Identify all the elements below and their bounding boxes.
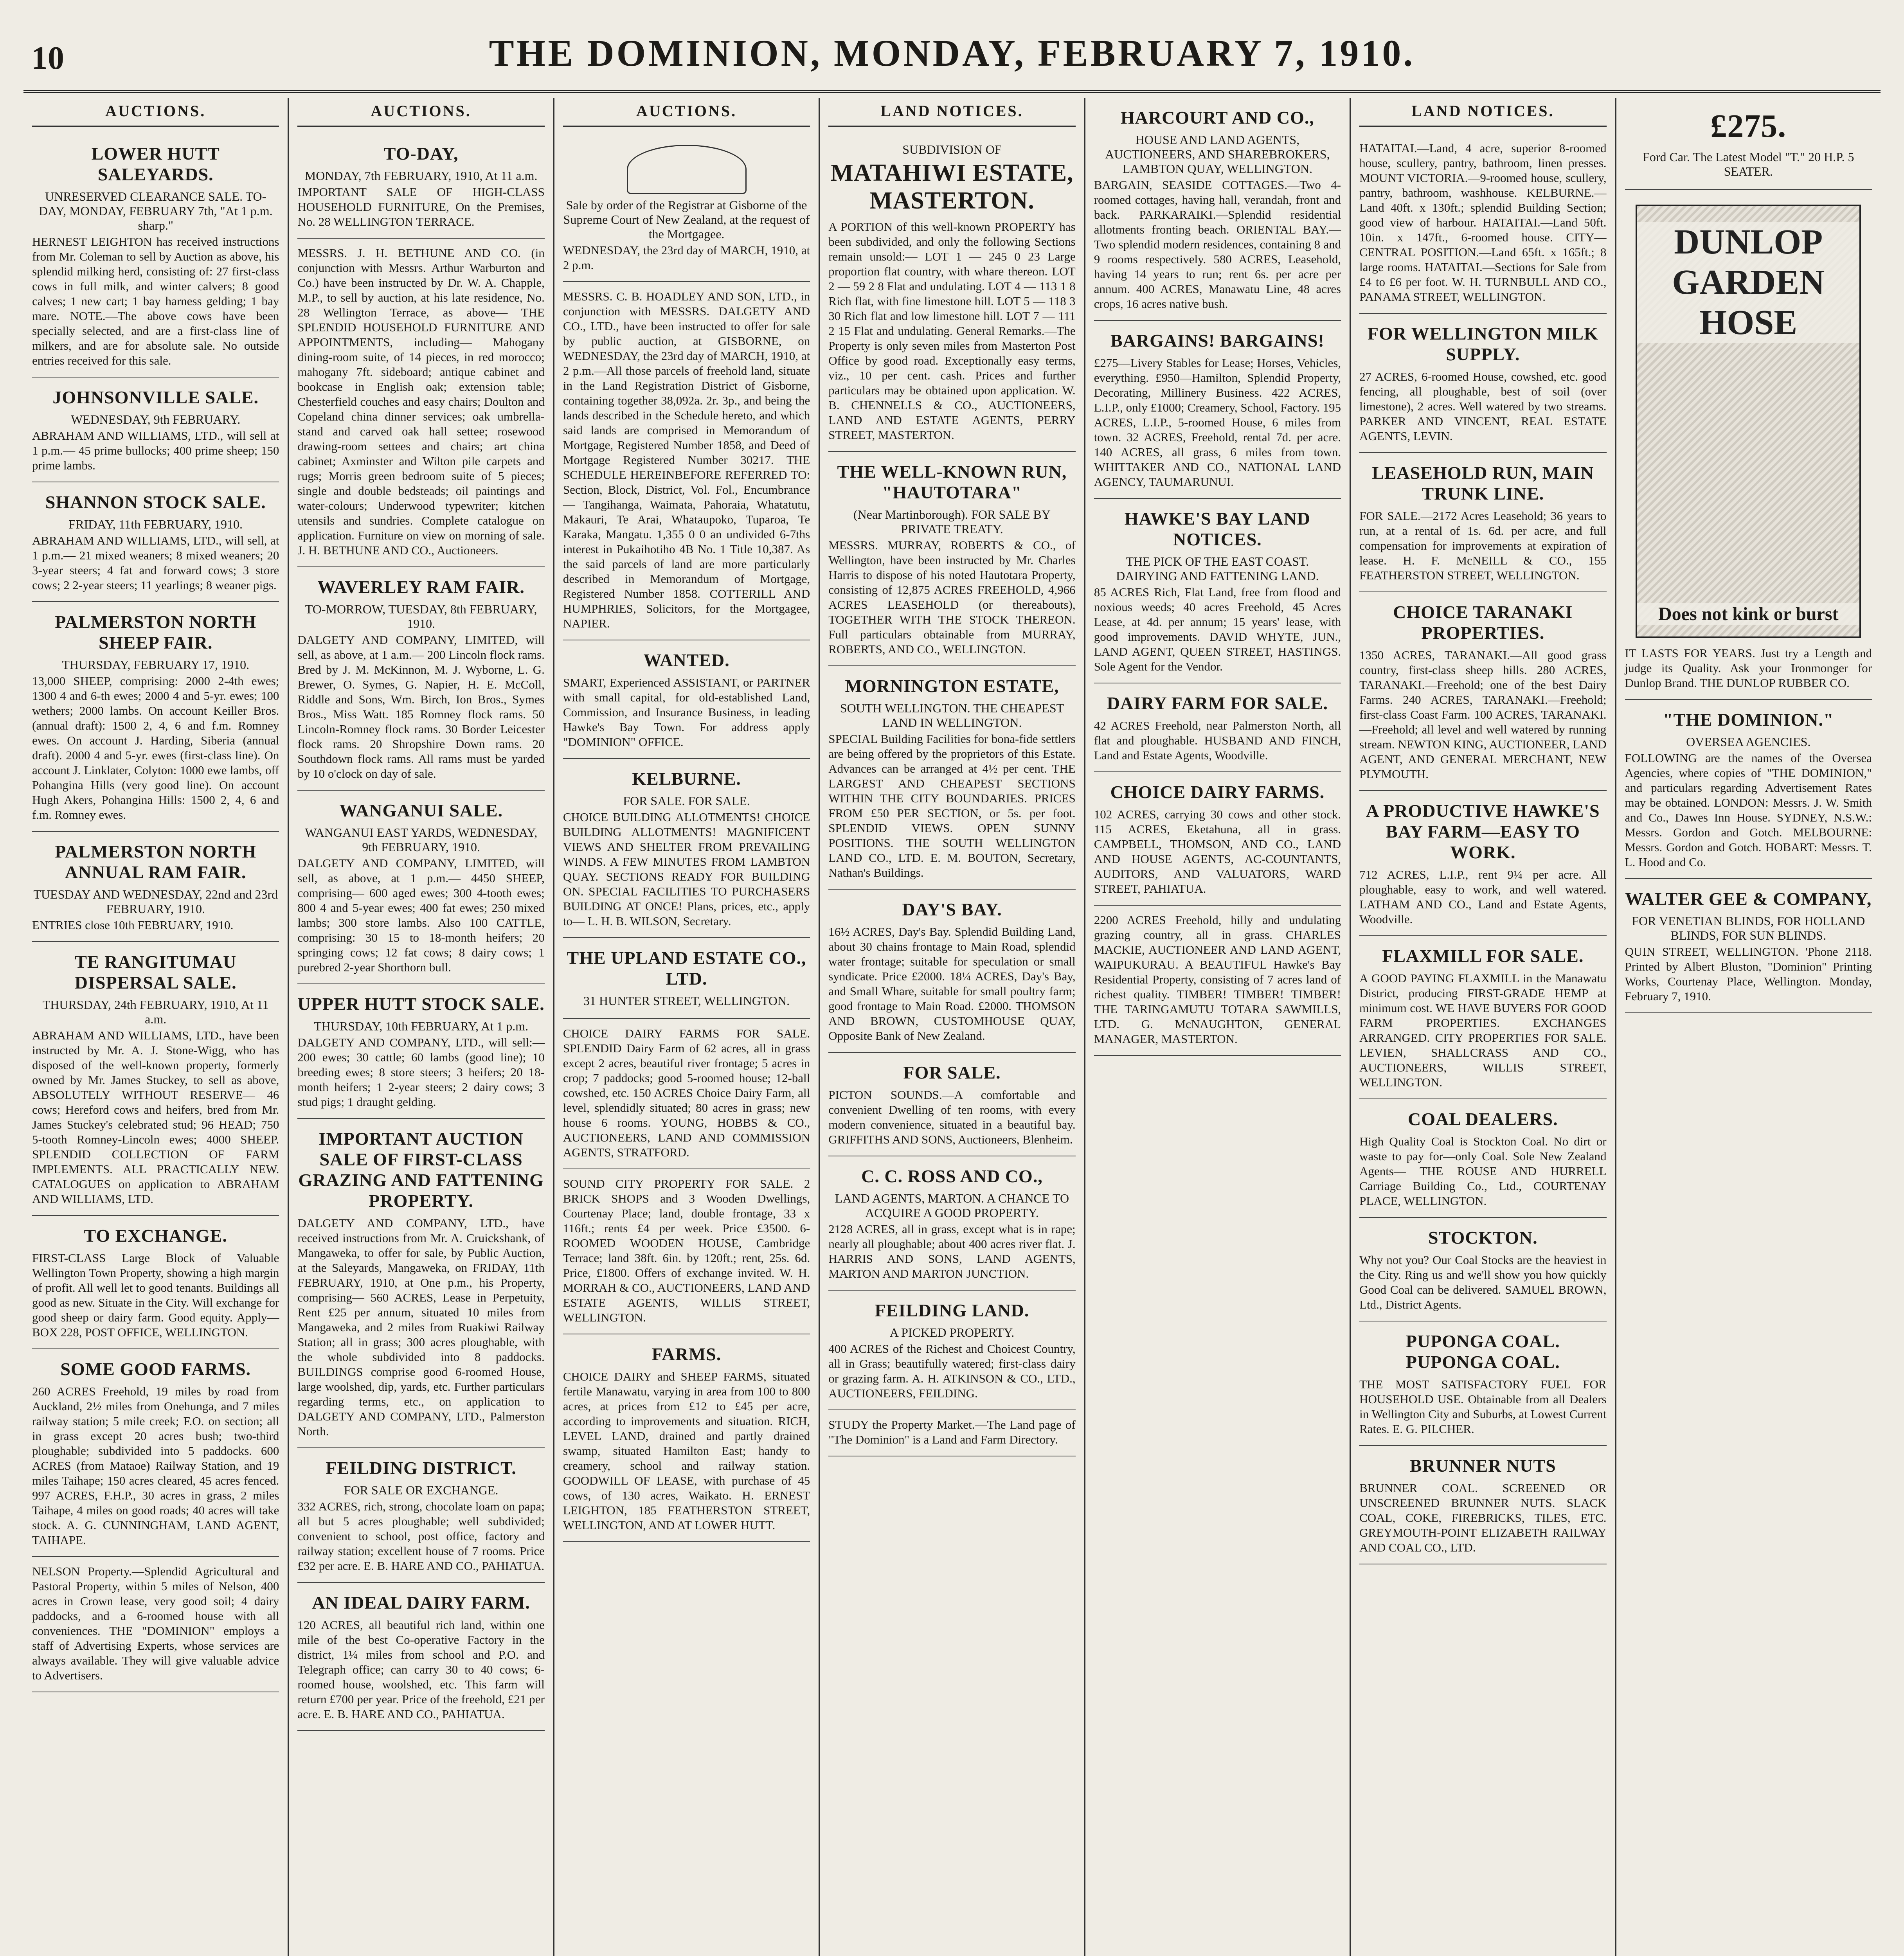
ad-title: HAWKE'S BAY LAND NOTICES.: [1124, 509, 1311, 549]
ad-title: FEILDING LAND.: [875, 1300, 1029, 1320]
ad-title: FARMS.: [651, 1344, 722, 1364]
ad-subheading: (Near Martinborough). FOR SALE BY PRIVATE TREATY.: [853, 507, 1051, 536]
ad-body-text: BARGAIN, SEASIDE COTTAGES.—Two 4-roomed cottages, having hall, verandah, front and back. PARKARAIKI.—Splendid residential allotments fronting beach. ORIENTAL BAY.—Two splendid modern residences, containing 8 and 9 rooms respectively. 580 ACRES, Leasehold, having 14 years to run; rent 6s. per acre per annum. 400 ACRES, Manawatu Line, 48 acres crops, 16 acres native bush.: [1094, 178, 1341, 311]
ad-body-text: 260 ACRES Freehold, 19 miles by road from Auckland, 2½ miles from Onehunga, and 7 miles railway station; 5 mile creek; F.O. on section; all in grass except 20 acres bush; two-third ploughable; subdivided into 5 paddocks. 600 ACRES (from Mataoe) Railway Station, and 19 miles Taihape; 150 acres cleared, 45 acres fenced. 997 ACRES, F.H.P., 30 acres in grass, 2 miles Taihape, 4 miles on good roads; 40 acres will take stock. A. G. CUNNINGHAM, LAND AGENT, TAIHAPE.: [32, 1384, 279, 1547]
advertisement: [828, 134, 1075, 452]
ad-body-text: A GOOD PAYING FLAXMILL in the Manawatu District, producing FIRST-GRADE HEMP at minimum cost. WE HAVE BUYERS FOR GOOD FARM PROPERTIES. EXCHANGES ARRANGED. CITY PROPERTIES FOR SALE. LEVIEN, SHALLCRASS AND CO., AUCTIONEERS, WILLIS STREET, WELLINGTON.: [1359, 971, 1607, 1089]
ad-body-text: MESSRS. C. B. HOADLEY AND SON, LTD., in conjunction with MESSRS. DALGETY AND CO., LTD., have been instructed to offer for sale by public auction, at GISBORNE, on WEDNESDAY, the 23rd day of MARCH, 1910, at 2 p.m.—All those parcels of freehold land, situate in the Land Registration District of Gisborne, containing together 38,092a. 2r. 3p., and being the lands described in the Schedule hereto, and which said lands are comprised in Memorandum of Mortgage, Registered Number 1858, and Deed of Mortgage Registered Number 30217. THE SCHEDULE HEREINBEFORE REFERRED TO: Section, Block, District, Vol. Fol., Encumbrance — Tangihanga, Waimata, Pahoraia, Whatatutu, Makauri, Te Arai, Whataupoko, Tuparoa, Te Karaka, Mangatu. 1,355 0 0 an undivided 6-7ths interest in Pukaihotiho 4B No. 1 Title 10,387. As the said parcels of land are more particularly described in Memorandum of Mortgage, Registered Number 1858. COTTERILL AND HUMPHRIES, Solicitors, for the Mortgagee, NAPIER.: [563, 289, 810, 630]
advertisement: [1359, 1321, 1606, 1446]
advertisement: [828, 1053, 1075, 1156]
ad-body-text: ABRAHAM AND WILLIAMS, LTD., will sell, at 1 p.m.— 21 mixed weaners; 8 mixed weaners; 20 3-year steers; 4 fat and forward cows; 3 store cows; 2 2-year steers; 11 yearlings; 8 weaner pigs.: [32, 534, 279, 592]
ad-body-text: DALGETY AND COMPANY, LIMITED, will sell, as above, at 1 a.m.— 200 Lincoln flock rams. Bred by J. M. McKinnon, M. J. Wyborne, L. G. Brewer, O. Symes, G. Napier, H. E. McColl, Riddle and Sons, Wm. Birch, Ion Bros., Symes Bros., Miss Watt. 185 Romney flock rams. 50 Lincoln-Romney flock rams. 30 Border Leicester flock rams. 20 Shropshire Down rams. 20 Southdown flock rams. All rams must be yarded by 10 o'clock on day of sale.: [297, 633, 545, 780]
ad-body-text: 400 ACRES of the Richest and Choicest Country, all in Grass; beautifully watered; first-class dairy or grazing farm. A. H. ATKINSON & CO., LTD., AUCTIONEERS, FEILDING.: [828, 1342, 1076, 1400]
ad-title: JOHNSONVILLE SALE.: [52, 387, 259, 407]
ad-subheading: WEDNESDAY, 9th FEBRUARY.: [71, 412, 241, 426]
ad-body-text: A PORTION of this well-known PROPERTY has been subdivided, and only the following Sections remain unsold:— LOT 1 — 245 0 23 Large proportion flat country, with whare thereon. LOT 2 — 59 2 8 Flat and undulating. LOT 4 — 113 1 8 Rich flat, with fine limestone hill. LOT 5 — 118 3 30 Rich flat and low limestone hill. LOT 7 — 111 2 15 Flat and undulating. General Remarks.—The Property is only seven miles from Masterton Post Office by good road. Exceptionally easy terms, viz., 10 per cent. cash. Prices and further particulars may be obtained upon application. W. B. CHENNELLS & CO., AUCTIONEERS, LAND AND ESTATE AGENTS, PERRY STREET, MASTERTON.: [828, 220, 1076, 442]
advertisement: [1094, 683, 1341, 772]
advertisement: [1625, 879, 1872, 1013]
ad-subheading: OVERSEA AGENCIES.: [1686, 735, 1811, 749]
advertisement: [297, 791, 544, 984]
ad-subheading: WANGANUI EAST YARDS, WEDNESDAY, 9th FEBRUARY, 1910.: [305, 825, 538, 854]
ad-title: THE UPLAND ESTATE CO., LTD.: [567, 948, 806, 989]
ad-body-text: £275—Livery Stables for Lease; Horses, Vehicles, everything. £950—Hamilton, Splendid Property, Decorating, Millinery Business. 422 ACRES, L.I.P., only £1000; Creamery, School, Factory. 195 ACRES, L.I.P., 5-roomed House, 6 miles from town. 32 ACRES, Freehold, rental 7d. per acre. 140 ACRES, all grass, 6 miles from town. WHITTAKER AND CO., NATIONAL LAND AGENCY, TAUMARUNUI.: [1094, 356, 1341, 489]
ad-title: FOR SALE.: [903, 1062, 1001, 1082]
column: [1351, 98, 1616, 1956]
advertisement: [32, 1349, 279, 1557]
ad-body-text: 712 ACRES, L.I.P., rent 9¼ per acre. All ploughable, easy to work, and well watered. LATHAM AND CO., Land and Estate Agents, Woodville.: [1359, 868, 1607, 926]
ad-body-text: ABRAHAM AND WILLIAMS, LTD., will sell at 1 p.m.— 45 prime bullocks; 400 prime sheep; 150 prime lambs.: [32, 429, 279, 472]
advertisement: [297, 1583, 544, 1731]
ad-body-text: 2128 ACRES, all in grass, except what is in rape; nearly all ploughable; about 400 acres river flat. J. HARRIS AND SONS, LAND AGENTS, MARTON AND MARTON JUNCTION.: [828, 1222, 1076, 1280]
ad-body-text: HATAITAI.—Land, 4 acre, superior 8-roomed house, scullery, pantry, bathroom, linen presses. MOUNT VICTORIA.—9-roomed house, scullery, pantry, bathroom, washhouse. KELBURNE.—Land 40ft. x 130ft.; splendid Building Section; good view of harbour. HATAITAI.—Land 50ft. 10in. x 147ft., 6-roomed house. CITY—CENTRAL POSITION.—Land 65ft. x 165ft.; 8 large rooms. HATAITAI.—Sections for Sale from £4 to £6 per foot. W. H. TURNBULL AND CO., PANAMA STREET, WELLINGTON.: [1359, 141, 1607, 304]
ad-body-text: QUIN STREET, WELLINGTON. 'Phone 2118. Printed by Albert Bluston, "Dominion" Printing Works, Courtenay Place, Wellington. Monday, February 7, 1910.: [1625, 945, 1872, 1003]
ad-title: LOWER HUTT SALEYARDS.: [91, 144, 220, 184]
ad-body-text: IT LASTS FOR YEARS. Just try a Length and judge its Quality. Ask your Ironmonger for Dunlop Brand. THE DUNLOP RUBBER CO.: [1625, 646, 1872, 690]
ad-title: LEASEHOLD RUN, MAIN TRUNK LINE.: [1372, 463, 1594, 503]
advertisement: [1359, 1099, 1606, 1218]
ad-body-text: STUDY the Property Market.—The Land page of "The Dominion" is a Land and Farm Directory.: [828, 1418, 1076, 1446]
advertisement: [1359, 1446, 1606, 1564]
ad-body-text: SMART, Experienced ASSISTANT, or PARTNER with small capital, for old-established Land, Commission, and Insurance Business, in leading Hawke's Bay Town. For address apply "DOMINION" OFFICE.: [563, 676, 810, 749]
ad-body-text: High Quality Coal is Stockton Coal. No dirt or waste to pay for—only Coal. Sole New Zealand Agents— THE ROUSE AND HURRELL Carriage Building Co., Ltd., COURTENAY PLACE, WELLINGTON.: [1359, 1134, 1607, 1208]
advertisement: [563, 938, 810, 1019]
ad-subheading: FOR VENETIAN BLINDS, FOR HOLLAND BLINDS, FOR SUN BLINDS.: [1632, 914, 1865, 942]
advertisement: [1359, 134, 1606, 314]
ad-subheading: TO-MORROW, TUESDAY, 8th FEBRUARY, 1910.: [305, 602, 537, 631]
ad-title: PALMERSTON NORTH SHEEP FAIR.: [55, 612, 257, 653]
ad-title: WALTER GEE & COMPANY,: [1625, 889, 1872, 909]
ad-subheading: MONDAY, 7th FEBRUARY, 1910, At 11 a.m.: [304, 169, 538, 183]
ad-title: TO-DAY,: [383, 144, 459, 164]
advertisement: [828, 452, 1075, 666]
advertisement: [32, 942, 279, 1216]
ad-title: £275.: [1710, 108, 1787, 144]
coat-of-arms-icon: [627, 145, 747, 194]
advertisement: [1625, 700, 1872, 879]
ad-title: WANTED.: [643, 650, 730, 670]
ad-body-text: 120 ACRES, all beautiful rich land, within one mile of the best Co-operative Factory in the district, 1¼ miles from school and P.O. and Telegraph office; can carry 30 to 40 cows; 6-roomed house, woolshed, etc. This farm will return £700 per year. Price of the freehold, £21 per acre. E. B. HARE AND CO., PAHIATUA.: [297, 1618, 545, 1721]
ad-subheading: THURSDAY, FEBRUARY 17, 1910.: [62, 658, 250, 672]
ad-body-text: NELSON Property.—Splendid Agricultural and Pastoral Property, within 5 miles of Nelson, 400 acres in Crown lease, very good soil; 4 dairy paddocks, and a 6-roomed house with all conveniences. THE "DOMINION" employs a staff of Advertising Experts, whose services are always available. They will give valuable advice to Advertisers.: [32, 1564, 279, 1682]
advertisement: [1625, 98, 1872, 190]
ad-title: THE WELL-KNOWN RUN, "HAUTOTARA": [837, 462, 1067, 502]
page-number: 10: [31, 40, 64, 76]
ad-subheading: UNRESERVED CLEARANCE SALE. TO-DAY, MONDAY, FEBRUARY 7th, "At 1 p.m. sharp.": [38, 189, 273, 232]
ad-subheading: HOUSE AND LAND AGENTS, AUCTIONEERS, AND SHAREBROKERS, LAMBTON QUAY, WELLINGTON.: [1105, 133, 1330, 176]
ad-body-text: ENTRIES close 10th FEBRUARY, 1910.: [32, 918, 234, 932]
advertisement: [32, 378, 279, 482]
ad-title: CHOICE TARANAKI PROPERTIES.: [1393, 602, 1573, 643]
ad-body-text: 102 ACRES, carrying 30 cows and other stock. 115 ACRES, Eketahuna, all in grass. CAMPBELL, THOMSON, AND CO., LAND AND HOUSE AGENTS, AC-COUNTANTS, AUDITORS, AND VALUATORS, WARD STREET, PAHIATUA.: [1094, 807, 1341, 895]
advertisement: [1359, 453, 1606, 592]
advertisement: [563, 1334, 810, 1542]
ad-title: AN IDEAL DAIRY FARM.: [312, 1593, 530, 1613]
ad-body-text: IMPORTANT SALE OF HIGH-CLASS HOUSEHOLD FURNITURE, On the Premises, No. 28 WELLINGTON TERRACE.: [297, 185, 545, 228]
advertisement: [828, 1156, 1075, 1291]
ad-body-text: SPECIAL Building Facilities for bona-fide settlers are being offered by the proprietors of this Estate. Advances can be arranged at 4½ per cent. THE LARGEST AND CHEAPEST SECTIONS WITHIN THE CITY BOUNDARIES. PRICES FROM £50 PER SECTION, or 5s. per foot. SPLENDID VIEWS. OPEN SUNNY POSITIONS. THE SOUTH WELLINGTON LAND CO., LTD. E. M. BOUTON, Secretary, Nathan's Buildings.: [828, 732, 1076, 879]
ad-title: COAL DEALERS.: [1407, 1109, 1558, 1129]
advertisement: [1359, 592, 1606, 791]
ad-body-text: THE MOST SATISFACTORY FUEL FOR HOUSEHOLD USE. Obtainable from all Dealers in Wellington City and Suburbs, at Lowest Current Rates. E. G. PILCHER.: [1359, 1377, 1607, 1436]
ad-body-text: ABRAHAM AND WILLIAMS, LTD., have been instructed by Mr. A. J. Stone-Wigg, who has disposed of the well-known property, formerly owned by Mr. James Stuckey, to sell as above, ABSOLUTELY WITHOUT RESERVE— 46 cows; Hereford cows and heifers, bred from Mr. James Stuckey's celebrated stud; 96 HEAD; 750 5-tooth Romney-Lincoln ewes; 4000 SHEEP. SPLENDID COLLECTION OF FARM IMPLEMENTS. ALL PRACTICALLY NEW. CATALOGUES on application to ABRAHAM AND WILLIAMS, LTD.: [32, 1028, 279, 1206]
column: [23, 98, 289, 1956]
column: [820, 98, 1085, 1956]
advertisement: [32, 482, 279, 602]
ad-subheading: THE PICK OF THE EAST COAST. DAIRYING AND FATTENING LAND.: [1116, 554, 1319, 583]
columns-container: [23, 98, 1881, 1956]
advertisement: [828, 1410, 1075, 1456]
ad-title: STOCKTON.: [1428, 1228, 1538, 1248]
ad-subheading: THURSDAY, 10th FEBRUARY, At 1 p.m.: [314, 1019, 529, 1033]
ad-title: FLAXMILL FOR SALE.: [1382, 946, 1584, 966]
advertisement: [32, 602, 279, 832]
ad-subheading: A PICKED PROPERTY.: [889, 1325, 1015, 1339]
ad-title: DAIRY FARM FOR SALE.: [1107, 693, 1328, 713]
ad-title: IMPORTANT AUCTION SALE OF FIRST-CLASS GRAZING AND FATTENING PROPERTY.: [298, 1129, 544, 1211]
illustration-caption: Does not kink or burst: [1637, 603, 1859, 625]
ad-title: CHOICE DAIRY FARMS.: [1110, 782, 1325, 802]
ad-title: BARGAINS! BARGAINS!: [1110, 331, 1325, 351]
advertisement: [1625, 190, 1872, 700]
advertisement: [828, 666, 1075, 890]
advertisement: [32, 832, 279, 942]
ad-title: KELBURNE.: [632, 769, 741, 789]
advertisement: [563, 282, 810, 640]
ad-title: TO EXCHANGE.: [84, 1226, 227, 1246]
ad-body-text: 13,000 SHEEP, comprising: 2000 2-4th ewes; 1300 4 and 6-th ewes; 2000 4 and 5-yr. ewes; 100 wethers; 2000 lambs. On account Keiller Bros. (annual draft): 1500 2, 4, 6 and f.m. Romney ewes. On account J. Harding, Siberia (annual draft). 2000 4 and 5-yr. ewes (first-class line). On account J. Linklater, Colyton: 1000 ewe lambs, off Pohangina Hills (very good line). On account Hugh Akers, Pohangina Hills: 1500 2, 4, 6 and f.m. Romney ewes.: [32, 674, 279, 822]
advertisement: [1094, 98, 1341, 321]
column: [1616, 98, 1881, 1956]
advertisement: [297, 1448, 544, 1583]
advertisement: [563, 759, 810, 938]
ad-body-text: 16½ ACRES, Day's Bay. Splendid Building Land, about 30 chains frontage to Main Road, splendid water frontage; suitable for speculation or small syndicate. Price £2000. 18¼ ACRES, Day's Bay, and Small Whare, suitable for small poultry farm; good frontage to Main Road. £2000. THOMSON AND BROWN, CUSTOMHOUSE QUAY, Opposite Bank of New Zealand.: [828, 925, 1076, 1043]
ad-title: BRUNNER NUTS: [1409, 1456, 1556, 1476]
advertisement: [297, 239, 544, 567]
advertisement: [32, 1557, 279, 1692]
advertisement: [1359, 791, 1606, 936]
ad-body-text: CHOICE BUILDING ALLOTMENTS! CHOICE BUILDING ALLOTMENTS! MAGNIFICENT VIEWS AND SHELTER FROM PREVAILING WINDS. A FEW MINUTES FROM LAMBTON QUAY. SECTIONS READY FOR BUILDING ON. SPECIAL FACILITIES TO PURCHASERS BUILDING AT ONCE! Plans, prices, etc., apply to— L. H. B. WILSON, Secretary.: [563, 810, 810, 928]
advertisement: [1359, 936, 1606, 1099]
advertisement: [297, 134, 544, 239]
column-heading: AUCTIONS.: [32, 98, 279, 127]
ad-body-text: 42 ACRES Freehold, near Palmerston North, all flat and ploughable. HUSBAND AND FINCH, Land and Estate Agents, Woodville.: [1094, 719, 1341, 762]
ad-body-text: WEDNESDAY, the 23rd day of MARCH, 1910, at 2 p.m.: [563, 243, 810, 272]
ad-title: MATAHIWI ESTATE, MASTERTON.: [830, 160, 1074, 214]
ad-title: SHANNON STOCK SALE.: [45, 492, 266, 512]
advertisement: [297, 567, 544, 791]
column: [554, 98, 820, 1956]
advertisement: [32, 1216, 279, 1349]
ad-subheading: Ford Car. The Latest Model "T." 20 H.P. 5 SEATER.: [1643, 150, 1854, 178]
advertisement: [828, 1291, 1075, 1410]
advertisement: [828, 890, 1075, 1053]
ad-body-text: BRUNNER COAL. SCREENED OR UNSCREENED BRUNNER NUTS. SLACK COAL, COKE, FIREBRICKS, TILES, ETC. GREYMOUTH-POINT ELIZABETH RAILWAY AND COAL CO., LTD.: [1359, 1481, 1607, 1554]
ad-title: FOR WELLINGTON MILK SUPPLY.: [1367, 324, 1598, 364]
ad-subheading: TUESDAY AND WEDNESDAY, 22nd and 23rd FEBRUARY, 1910.: [33, 887, 278, 916]
advertisement: [1094, 321, 1341, 499]
column-heading: LAND NOTICES.: [828, 98, 1075, 127]
ad-body-text: Why not you? Our Coal Stocks are the heaviest in the City. Ring us and we'll show you how quickly Good Coal can be delivered. SAMUEL BROWN, Ltd., District Agents.: [1359, 1253, 1607, 1311]
ad-body-text: FOR SALE.—2172 Acres Leasehold; 36 years to run, at a rental of 1s. 6d. per acre, and full compensation for improvements at expiration of lease. H. F. McNEILL & CO., 155 FEATHERSTON STREET, WELLINGTON.: [1359, 509, 1607, 582]
advertisement: [297, 1119, 544, 1448]
illustration-label: DUNLOP GARDEN HOSE: [1637, 222, 1859, 343]
ad-subheading: FOR SALE. FOR SALE.: [623, 794, 750, 808]
ad-body-text: CHOICE DAIRY FARMS FOR SALE. SPLENDID Dairy Farm of 62 acres, all in grass except 2 acres, beautiful river frontage; 5 acres in crop; 7 paddocks; good 5-roomed house; 12-ball cowshed, etc. 150 ACRES Choice Dairy Farm, all level, splendidly situated; 80 acres in grass; new house 6 rooms. YOUNG, HOBBS & CO., AUCTIONEERS, LAND AND COMMISSION AGENTS, STRATFORD.: [563, 1027, 810, 1159]
advertisement: [1094, 906, 1341, 1056]
advertisement: [32, 134, 279, 378]
column-heading: AUCTIONS.: [297, 98, 544, 127]
ad-title: TE RANGITUMAU DISPERSAL SALE.: [74, 952, 237, 992]
ad-body-text: HERNEST LEIGHTON has received instructions from Mr. Coleman to sell by Auction as above, his splendid milking herd, consisting of: 27 first-class cows in full milk, and winter calvers; 8 good calves; 1 new cart; 1 bay harness gelding; 1 bay mare. NOTE.—The above cows have been specially selected, and are a first-class line of milkers, and are for absolute sale. No outside entries received for this sale.: [32, 235, 279, 367]
ad-subheading: FOR SALE OR EXCHANGE.: [344, 1483, 498, 1497]
ad-body-text: DALGETY AND COMPANY, LTD., will sell:— 200 ewes; 30 cattle; 60 lambs (good line); 10 breeding ewes; 8 store steers; 3 heifers; 20 18-month heifers; 1 2-year steers; 2 dairy cows; 3 stud pigs; 1 draught gelding.: [297, 1036, 545, 1109]
column-heading: LAND NOTICES.: [1359, 98, 1606, 127]
ad-title: PALMERSTON NORTH ANNUAL RAM FAIR.: [55, 841, 257, 882]
ad-body-text: DALGETY AND COMPANY, LTD., have received instructions from Mr. A. Cruickshank, of Mangaweka, to offer for sale, by Public Auction, at the Saleyards, Mangaweka, on FRIDAY, 11th FEBRUARY, 1910, at One p.m., his Property, comprising— 560 ACRES, Lease in Perpetuity, Rent £25 per annum, situated 10 miles from Mangaweka, and 2 miles from Ruakiwi Railway Station; all in grass; 300 acres ploughable, with the whole subdivided into 8 paddocks. BUILDINGS comprise good 6-roomed House, large woolshed, dip, yards, etc. Further particulars regarding terms, etc., on application to DALGETY AND COMPANY, LTD., Palmerston North.: [297, 1216, 545, 1438]
ad-title: PUPONGA COAL. PUPONGA COAL.: [1406, 1331, 1560, 1372]
advertisement: [563, 1169, 810, 1334]
advertisement: [563, 134, 810, 282]
column: [1085, 98, 1351, 1956]
advertisement: [563, 1019, 810, 1169]
column-heading: AUCTIONS.: [563, 98, 810, 127]
advertisement: [563, 640, 810, 759]
ad-subheading: 31 HUNTER STREET, WELLINGTON.: [583, 994, 790, 1008]
ad-body-text: 332 ACRES, rich, strong, chocolate loam on papa; all but 5 acres ploughable; well subdivided; convenient to school, post office, factory and railway station; excellent house of 7 rooms. Price £32 per acre. E. B. HARE AND CO., PAHIATUA.: [297, 1499, 545, 1573]
ad-body-text: FOLLOWING are the names of the Oversea Agencies, where copies of "THE DOMINION," and particulars regarding Advertisement Rates may be obtained. LONDON: Messrs. J. W. Smith and Co., Dawes Inn House. SYDNEY, N.S.W.: Messrs. Gordon and Gotch. MELBOURNE: Messrs. Gordon and Gotch. HOBART: Messrs. T. L. Hood and Co.: [1625, 751, 1872, 869]
ad-title: MORNINGTON ESTATE,: [845, 676, 1059, 696]
ad-title: FEILDING DISTRICT.: [326, 1458, 516, 1478]
ad-body-text: 1350 ACRES, TARANAKI.—All good grass country, first-class sheep hills. 280 ACRES, TARANAKI.—Freehold; one of the best Dairy Farms. 240 ACRES, TARANAKI.—Freehold; first-class Coast Farm. 100 ACRES, TARANAKI.—Freehold; all level and well watered by running stream. NEWTON KING, AUCTIONEER, LAND AGENT, AND GENERAL MERCHANT, NEW PLYMOUTH.: [1359, 648, 1607, 781]
newspaper-title: THE DOMINION, MONDAY, FEBRUARY 7, 1910.: [489, 32, 1415, 74]
ad-subheading: FRIDAY, 11th FEBRUARY, 1910.: [68, 517, 243, 531]
garden-hose-illustration: [1636, 205, 1861, 638]
ad-subheading: LAND AGENTS, MARTON. A CHANCE TO ACQUIRE A GOOD PROPERTY.: [835, 1191, 1069, 1220]
advertisement: [297, 984, 544, 1119]
advertisement: [1359, 314, 1606, 453]
ad-title: WAVERLEY RAM FAIR.: [317, 577, 525, 597]
ad-body-text: 85 ACRES Rich, Flat Land, free from flood and noxious weeds; 40 acres Freehold, 45 Acres Lease, at 4d. per annum; 15 years' lease, with good improvements. DAVID WHYTE, JUN., LAND AGENT, QUEEN STREET, HASTINGS. Sole Agent for the Vendor.: [1094, 585, 1341, 673]
column: [289, 98, 554, 1956]
ad-body-text: 2200 ACRES Freehold, hilly and undulating grazing country, all in grass. CHARLES MACKIE, AUCTIONEER AND LAND AGENT, WAIPUKURAU. A BEAUTIFUL Hawke's Bay Residential Property, consisting of 7 acres land of richest quality. TIMBER! TIMBER! TIMBER! THE TARINGAMUTU TOTARA SAWMILLS, LTD. G. McNAUGHTON, GENERAL MANAGER, MASTERTON.: [1094, 913, 1341, 1046]
ad-title: DAY'S BAY.: [902, 899, 1002, 919]
masthead: [23, 16, 1881, 93]
ad-subheading: THURSDAY, 24th FEBRUARY, 1910, At 11 a.m.: [42, 998, 269, 1026]
ad-subheading: SOUTH WELLINGTON. THE CHEAPEST LAND IN WELLINGTON.: [840, 701, 1064, 730]
ad-title: "THE DOMINION.": [1663, 710, 1834, 730]
ad-subheading: SUBDIVISION OF: [902, 142, 1002, 156]
advertisement: [1094, 772, 1341, 906]
ad-body-text: PICTON SOUNDS.—A comfortable and convenient Dwelling of ten rooms, with every modern convenience, situated in a beautiful bay. GRIFFITHS AND SONS, Auctioneers, Blenheim.: [828, 1088, 1076, 1146]
ad-body-text: CHOICE DAIRY and SHEEP FARMS, situated fertile Manawatu, varying in area from 100 to 800 acres, at prices from £12 to £45 per acre, according to improvements and situation. RICH, LEVEL LAND, drained and partly drained swamp, situated Hamilton East; handy to creamery, school and railway station. GOODWILL OF LEASE, with purchase of 45 cows, of 130 acres, Waikato. H. ERNEST LEIGHTON, 185 FEATHERSTON STREET, WELLINGTON, AND AT LOWER HUTT.: [563, 1370, 810, 1532]
ad-body-text: DALGETY AND COMPANY, LIMITED, will sell, as above, at 1 p.m.— 4450 SHEEP, comprising— 600 aged ewes; 300 4-tooth ewes; 800 4 and 5-year ewes; 400 fat ewes; 250 mixed lambs; 300 store lambs. Also 100 CATTLE, comprising: 30 15 to 18-month heifers; 20 springing cows; 12 fat cows; 8 dairy cows; 1 purebred 2-year Shorthorn bull.: [297, 856, 545, 974]
advertisement: [1359, 1218, 1606, 1321]
ad-title: SOME GOOD FARMS.: [60, 1359, 251, 1379]
ad-body-text: SOUND CITY PROPERTY FOR SALE. 2 BRICK SHOPS and 3 Wooden Dwellings, Courtenay Place; land, double frontage, 33 x 116ft.; rents £4 per week. Price £3500. 6-ROOMED WOODEN HOUSE, Cambridge Terrace; land 38ft. 6in. by 120ft.; rent, 25s. 6d. Price, £1800. Offers of exchange invited. W. H. MORRAH & CO., AUCTIONEERS, LAND AND ESTATE AGENTS, WILLIS STREET, WELLINGTON.: [563, 1177, 810, 1324]
ad-title: HARCOURT AND CO.,: [1120, 108, 1314, 128]
ad-title: WANGANUI SALE.: [339, 800, 503, 820]
ad-title: A PRODUCTIVE HAWKE'S BAY FARM—EASY TO WORK.: [1366, 801, 1600, 862]
ad-body-text: FIRST-CLASS Large Block of Valuable Wellington Town Property, showing a high margin of profit. All well let to good tenants. Buildings all good as new. Situate in the City. Will exchange for good sheep or dairy farm. Good equity. Apply— BOX 228, POST OFFICE, WELLINGTON.: [32, 1251, 279, 1339]
ad-body-text: 27 ACRES, 6-roomed House, cowshed, etc. good fencing, all ploughable, best of soil (over limestone), 2 acres. Well watered by two streams. PARKER AND VINCENT, REAL ESTATE AGENTS, LEVIN.: [1359, 370, 1607, 443]
ad-subheading: Sale by order of the Registrar at Gisborne of the Supreme Court of New Zealand, at the request of the Mortgagee.: [563, 198, 810, 241]
advertisement: [1094, 499, 1341, 683]
ad-body-text: MESSRS. J. H. BETHUNE AND CO. (in conjunction with Messrs. Arthur Warburton and Co.) have been instructed by Dr. W. A. Chapple, M.P., to sell by auction, at his late residence, No. 28 Wellington Terrace, as above— THE SPLENDID HOUSEHOLD FURNITURE AND APPOINTMENTS, including— Mahogany dining-room suite, of 14 pieces, in red morocco; mahogany 7ft. sideboard; antique cabinet and bookcase in English oak; extension table; Chesterfield couches and easy chairs; Doulton and Copeland china dinner services; oak umbrella-stand and carved oak hall settee; rosewood drawing-room settees and chairs; art china cabinet; Axminster and Wilton pile carpets and rugs; Morris green bedroom suite of 5 pieces; single and double bedsteads; oil paintings and water-colours; Underwood typewriter; kitchen utensils and sundries. Complete catalogue on application. Furniture on view on morning of sale. J. H. BETHUNE AND CO., Auctioneers.: [297, 246, 545, 557]
ad-title: C. C. ROSS AND CO.,: [861, 1166, 1043, 1186]
ad-title: UPPER HUTT STOCK SALE.: [297, 994, 545, 1014]
ad-body-text: MESSRS. MURRAY, ROBERTS & CO., of Wellington, have been instructed by Mr. Charles Harris to dispose of his noted Hautotara Property, consisting of 12,875 ACRES FREEHOLD, 4,966 ACRES LEASEHOLD (or thereabouts), TOGETHER WITH THE STOCK THEREON. Full particulars obtainable from MURRAY, ROBERTS, AND CO., WELLINGTON.: [828, 538, 1076, 656]
